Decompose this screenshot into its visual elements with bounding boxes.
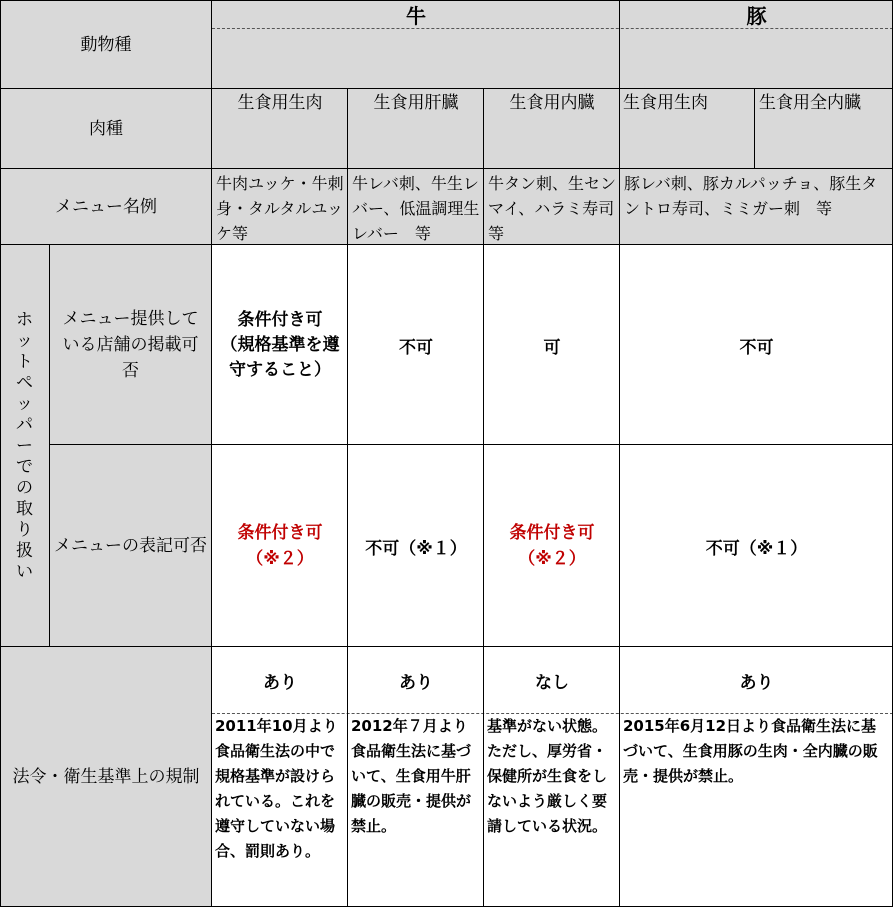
animal-header-label: 動物種 bbox=[80, 34, 132, 55]
hotpepper-char: ト bbox=[16, 351, 33, 372]
law-beef-raw bbox=[212, 647, 348, 907]
meat-beef-organs: 生食用内臓 bbox=[484, 89, 620, 169]
display-beef-organs-note: （※２） bbox=[518, 549, 586, 569]
meat-pork-raw: 生食用生肉 bbox=[620, 89, 755, 169]
grid-line bbox=[347, 88, 348, 907]
law-beef-liver-text: 2012年７月より食品衛生法に基づいて、生食用牛肝臓の販売・提供が禁止。 bbox=[351, 717, 472, 835]
listing-beef-raw bbox=[212, 245, 348, 445]
display-beef-organs bbox=[484, 445, 620, 647]
hotpepper-char: 扱 bbox=[16, 540, 33, 561]
hotpepper-char: ペ bbox=[16, 372, 33, 393]
law-pork-flag: あり bbox=[739, 672, 774, 693]
grid-line bbox=[49, 444, 893, 445]
listing-header-label: メニュー提供している店舗の掲載可否 bbox=[62, 309, 199, 381]
meat-beef-liver: 生食用肝臓 bbox=[348, 89, 484, 169]
grid-line bbox=[0, 646, 893, 647]
hotpepper-char: ー bbox=[16, 435, 33, 456]
display-beef-raw-status: 条件付き可 bbox=[237, 523, 323, 543]
grid-line bbox=[754, 88, 755, 169]
display-beef-organs-status: 条件付き可 bbox=[509, 523, 595, 543]
menu-beef-liver: 牛レバ刺、牛生レバー、低温調理生レバー 等 bbox=[348, 169, 484, 245]
listing-beef-liver-status: 不可 bbox=[399, 337, 433, 358]
display-beef-liver-status: 不可（※１） bbox=[365, 538, 467, 559]
hotpepper-char: パ bbox=[16, 414, 33, 435]
display-header bbox=[49, 445, 212, 647]
hotpepper-char: い bbox=[16, 561, 33, 582]
beef-label: 牛 bbox=[406, 3, 426, 28]
listing-header bbox=[49, 245, 212, 445]
listing-beef-organs bbox=[484, 245, 620, 445]
pork-label: 豚 bbox=[746, 3, 767, 28]
meat-beef-raw: 生食用生肉 bbox=[212, 89, 348, 169]
grid-line bbox=[0, 88, 893, 89]
law-beef-organs-text: 基準がない状態。ただし、厚労省・保健所が生食をしないよう厳しく要請している状況。 bbox=[487, 717, 608, 835]
beef-header bbox=[212, 0, 620, 89]
law-pork-text: 2015年6月12日より食品衛生法に基づいて、生食用豚の生肉・全内臓の販売・提供が禁止。 bbox=[623, 717, 878, 785]
grid-line bbox=[0, 244, 893, 245]
hotpepper-char: ホ bbox=[16, 309, 33, 330]
display-beef-raw bbox=[212, 445, 348, 647]
pork-header bbox=[620, 0, 893, 89]
hotpepper-char: で bbox=[16, 456, 33, 477]
grid-line bbox=[49, 244, 50, 647]
dashed-divider bbox=[212, 713, 893, 714]
grid-line bbox=[211, 0, 212, 907]
grid-line bbox=[0, 0, 893, 1]
law-header bbox=[0, 647, 212, 907]
listing-beef-liver bbox=[348, 245, 484, 445]
menu-beef-raw: 牛肉ユッケ・牛刺身・タルタルユッケ等 bbox=[212, 169, 348, 245]
dashed-divider bbox=[212, 28, 893, 29]
law-beef-raw-text: 2011年10月より食品衛生法の中で規格基準が設けられている。これを遵守していない場合、罰則あり。 bbox=[215, 717, 338, 860]
menu-beef-organs: 牛タン刺、生センマイ、ハラミ寿司等 bbox=[484, 169, 620, 245]
hotpepper-char: ッ bbox=[16, 330, 33, 351]
hotpepper-char: 取 bbox=[16, 498, 33, 519]
hotpepper-char: ッ bbox=[16, 393, 33, 414]
menu-pork: 豚レバ刺、豚カルパッチョ、豚生タントロ寿司、ミミガー刺 等 bbox=[620, 169, 893, 245]
listing-beef-organs-status: 可 bbox=[543, 337, 561, 358]
hotpepper-char: の bbox=[16, 477, 33, 498]
display-beef-raw-note: （※２） bbox=[246, 549, 314, 569]
display-pork-status: 不可（※１） bbox=[705, 538, 808, 559]
listing-pork-status: 不可 bbox=[739, 337, 774, 358]
listing-beef-raw-condition: （規格基準を遵守すること） bbox=[220, 334, 340, 380]
law-beef-liver-flag: あり bbox=[399, 672, 433, 693]
menu-header-label: メニュー名例 bbox=[55, 197, 157, 217]
menu-header bbox=[0, 169, 212, 245]
law-header-label: 法令・衛生基準上の規制 bbox=[12, 767, 200, 787]
animal-header bbox=[0, 0, 212, 89]
grid-line bbox=[0, 168, 893, 169]
display-header-label: メニューの表記可否 bbox=[54, 536, 207, 556]
hotpepper-char: り bbox=[16, 519, 33, 540]
law-beef-raw-flag: あり bbox=[263, 672, 297, 693]
meat-header-label: 肉種 bbox=[89, 119, 123, 139]
display-beef-liver bbox=[348, 445, 484, 647]
listing-beef-raw-status: 条件付き可 bbox=[237, 309, 323, 330]
law-beef-organs bbox=[484, 647, 620, 907]
meat-header bbox=[0, 89, 212, 169]
law-pork bbox=[620, 647, 893, 907]
display-pork bbox=[620, 445, 893, 647]
grid-line bbox=[619, 0, 620, 907]
grid-line bbox=[483, 88, 484, 907]
listing-pork bbox=[620, 245, 893, 445]
law-beef-organs-flag: なし bbox=[535, 672, 569, 693]
grid-line bbox=[0, 0, 1, 907]
hotpepper-label bbox=[0, 245, 49, 647]
meat-pork-all-organs: 生食用全内臓 bbox=[755, 89, 893, 169]
law-beef-liver bbox=[348, 647, 484, 907]
